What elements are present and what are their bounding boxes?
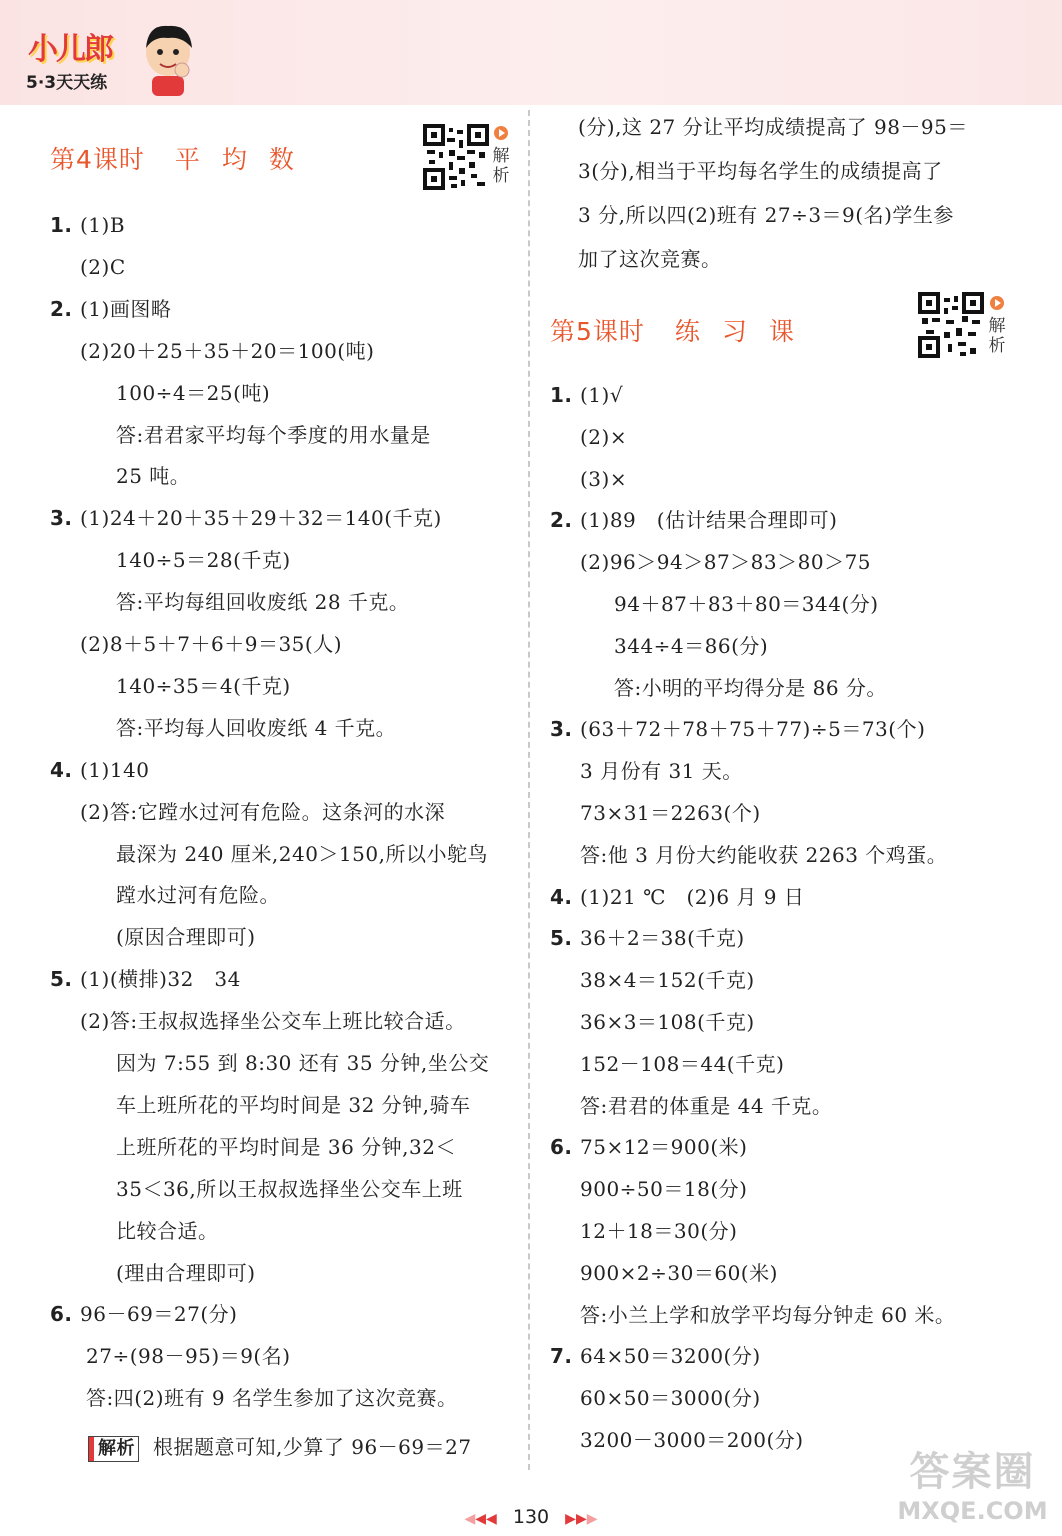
- lesson-4-heading: [50, 140, 316, 176]
- answer-text: 75×12＝900(米): [580, 1135, 748, 1160]
- question-number: 6.: [50, 1302, 73, 1327]
- question-number: 4.: [50, 757, 73, 782]
- answer-text: (1)24＋20＋35＋29＋32＝140(千克): [80, 506, 442, 531]
- qr-code-icon[interactable]: [918, 292, 984, 358]
- answer-text: (2)答:它蹚水过河有危险。这条河的水深: [80, 799, 446, 824]
- question-number: 2.: [50, 296, 73, 321]
- answer-text: 12＋18＝30(分): [580, 1219, 738, 1243]
- qr-code-icon[interactable]: [423, 124, 489, 190]
- question-number: 4.: [550, 884, 573, 909]
- answer-text: 答:小兰上学和放学平均每分钟走 60 米。: [580, 1302, 956, 1327]
- answer-text: 答:君君家平均每个季度的用水量是: [116, 422, 431, 447]
- answer-text: 140÷5＝28(千克): [116, 548, 291, 573]
- answer-text: 上班所花的平均时间是 36 分钟,32＜: [116, 1134, 456, 1159]
- analysis-tag: [88, 1436, 139, 1462]
- analysis-continuation: (分),这 27 分让平均成绩提高了 98－95＝: [578, 115, 968, 139]
- column-divider: [528, 110, 530, 1470]
- answer-text: 35＜36,所以王叔叔选择坐公交车上班: [116, 1176, 463, 1201]
- answer-text: 车上班所花的平均时间是 32 分钟,骑车: [116, 1092, 471, 1117]
- answer-text: 答:小明的平均得分是 86 分。: [614, 675, 887, 700]
- play-arrow-icon: [990, 296, 1004, 310]
- answer-text: 27÷(98－95)＝9(名): [86, 1344, 291, 1369]
- answer-text: 答:四(2)班有 9 名学生参加了这次竞赛。: [86, 1386, 458, 1411]
- answer-text: (理由合理即可): [116, 1260, 256, 1285]
- question-number: 2.: [550, 508, 573, 533]
- answer-text: 60×50＝3000(分): [580, 1386, 761, 1411]
- answer-text: 152－108＝44(千克): [580, 1051, 785, 1076]
- answer-text: 100÷4＝25(吨): [116, 380, 271, 405]
- answer-text: (63＋72＋78＋75＋77)÷5＝73(个): [580, 717, 926, 742]
- prev-icon: ◀◀: [475, 1511, 497, 1527]
- brand-name: 小儿郎: [28, 32, 112, 67]
- analysis-text: 根据题意可知,少算了 96－69＝27: [153, 1435, 472, 1459]
- answer-text: (1)画图略: [80, 296, 172, 321]
- answer-text: (1)89 (估计结果合理即可): [580, 508, 838, 533]
- analysis-continuation: 3(分),相当于平均每名学生的成绩提高了: [578, 159, 943, 183]
- watermark-line2: MXQE.COM: [897, 1497, 1048, 1525]
- answer-text: (2)答:王叔叔选择坐公交车上班比较合适。: [80, 1009, 466, 1034]
- answer-text: (原因合理即可): [116, 925, 256, 950]
- answer-text: (1)√: [580, 383, 624, 407]
- lesson-5-heading: [550, 312, 816, 348]
- answer-text: (2)8＋5＋7＋6＋9＝35(人): [80, 632, 343, 656]
- answer-text: 900×2÷30＝60(米): [580, 1260, 778, 1285]
- answer-text: 900÷50＝18(分): [580, 1177, 748, 1202]
- answer-text: (2)C: [80, 254, 126, 279]
- answer-text: 64×50＝3200(分): [580, 1344, 761, 1369]
- answer-text: (1)21 ℃ (2)6 月 9 日: [580, 884, 805, 909]
- answer-text: (2)×: [580, 424, 628, 449]
- qr-label: 解析: [492, 146, 510, 186]
- analysis-continuation: 加了这次竞赛。: [578, 247, 722, 271]
- answer-text: (3)×: [580, 466, 628, 491]
- next-icon: ▶▶: [565, 1511, 587, 1527]
- question-number: 3.: [550, 717, 573, 742]
- mascot-boy-icon: [138, 18, 198, 96]
- answer-text: 3 月份有 31 天。: [580, 759, 743, 784]
- answer-text: 蹚水过河有危险。: [116, 883, 280, 908]
- answer-text: 94＋87＋83＋80＝344(分): [614, 592, 879, 616]
- lesson-topic: 练习课: [674, 317, 816, 346]
- answer-text: 73×31＝2263(个): [580, 801, 761, 825]
- answer-text: 因为 7:55 到 8:30 还有 35 分钟,坐公交: [116, 1051, 490, 1075]
- answer-text: 96－69＝27(分): [80, 1302, 238, 1327]
- answer-text: 25 吨。: [116, 464, 191, 489]
- next-light-icon: ▶: [586, 1511, 598, 1527]
- page-number: 130: [512, 1506, 550, 1528]
- prev-light-icon: ◀: [464, 1511, 476, 1527]
- question-number: 3.: [50, 506, 73, 531]
- question-number: 7.: [550, 1344, 573, 1369]
- answer-text: 38×4＝152(千克): [580, 968, 755, 993]
- qr-label: 解析: [988, 316, 1006, 356]
- answer-text: 答:他 3 月份大约能收获 2263 个鸡蛋。: [580, 842, 948, 867]
- analysis-tag-text: 解析: [98, 1438, 135, 1459]
- answer-text: 答:平均每人回收废纸 4 千克。: [116, 715, 397, 740]
- question-number: 1.: [50, 213, 73, 237]
- answer-text: 3200－3000＝200(分): [580, 1428, 804, 1452]
- answer-text: (1)B: [80, 213, 126, 237]
- answer-text: 36＋2＝38(千克): [580, 926, 745, 951]
- lesson-label: 第4课时: [50, 145, 145, 174]
- answer-text: 344÷4＝86(分): [614, 633, 769, 658]
- question-number: 5.: [50, 967, 73, 992]
- series-name: 5·3天天练: [26, 73, 108, 93]
- question-number: 1.: [550, 383, 573, 407]
- watermark: [890, 1440, 1055, 1530]
- answer-text: 答:平均每组回收废纸 28 千克。: [116, 590, 410, 615]
- watermark-line1: 答案圈: [909, 1449, 1036, 1495]
- question-number: 5.: [550, 926, 573, 951]
- analysis-continuation: 3 分,所以四(2)班有 27÷3＝9(名)学生参: [578, 203, 954, 227]
- answer-text: 比较合适。: [116, 1218, 219, 1243]
- answer-text: 140÷35＝4(千克): [116, 673, 291, 698]
- answer-text: (1)140: [80, 757, 150, 782]
- answer-text: (2)20＋25＋35＋20＝100(吨): [80, 338, 375, 363]
- question-number: 6.: [550, 1135, 573, 1160]
- play-arrow-icon: [494, 126, 508, 140]
- answer-text: 最深为 240 厘米,240＞150,所以小鸵鸟: [116, 841, 488, 866]
- answer-text: 答:君君的体重是 44 千克。: [580, 1093, 833, 1118]
- analysis-note: [88, 1434, 472, 1462]
- answer-text: (2)96＞94＞87＞83＞80＞75: [580, 550, 872, 575]
- answer-text: (1)(横排)32 34: [80, 967, 241, 992]
- brand-logo: [20, 18, 200, 98]
- answer-text: 36×3＝108(千克): [580, 1010, 755, 1034]
- lesson-topic: 平均数: [174, 145, 316, 174]
- lesson-label: 第5课时: [550, 317, 645, 346]
